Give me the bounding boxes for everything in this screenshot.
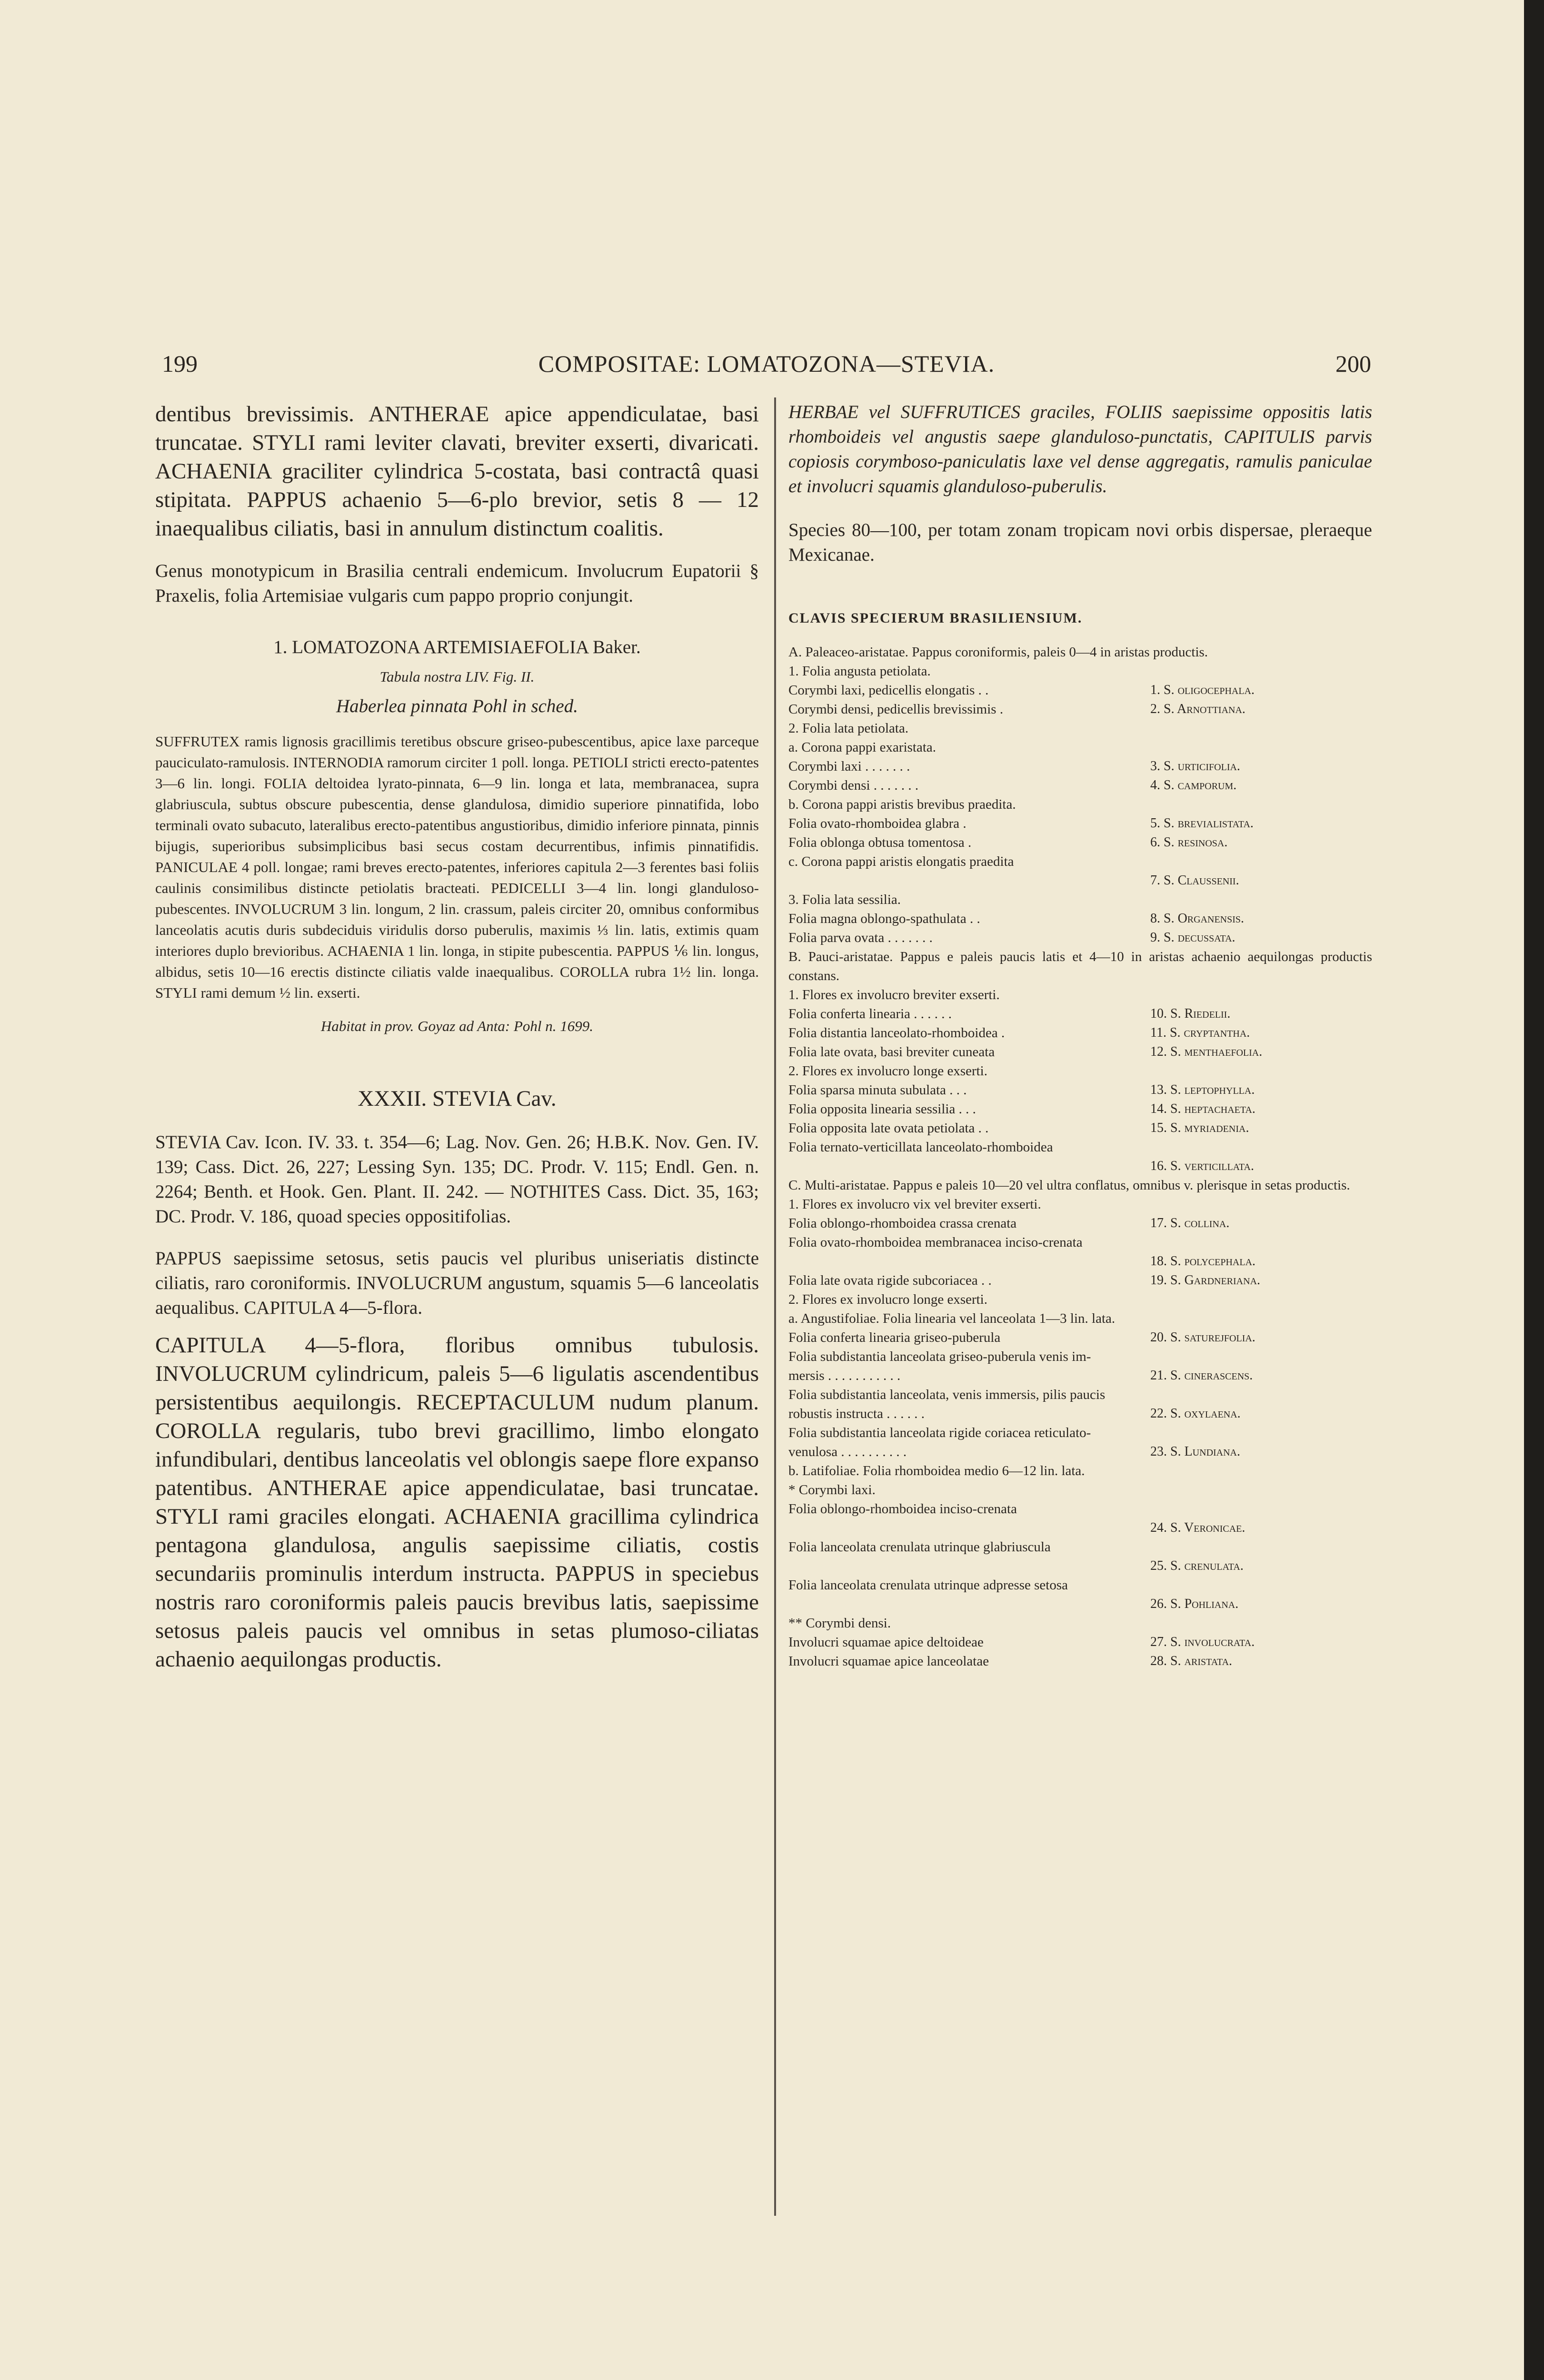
genus-habit: HERBAE vel SUFFRUTICES graciles, FOLIIS saepissime oppositis latis rhomboideis vel angustis saepe glanduloso-punctatis, CAPITULIS parvis copiosis corymboso-paniculatis laxe vel dense aggregatis, ramulis paniculae et involucri squamis glanduloso-puberulis. xyxy=(788,402,1372,496)
key-group-a: A. Paleaceo-aristatae. Pappus coroniformis, paleis 0—4 in aristas productis. xyxy=(788,645,1208,660)
left-column xyxy=(155,400,759,1674)
key-result: 24. S. Veronicae. xyxy=(1150,1520,1245,1535)
key-result: 25. S. crenulata. xyxy=(1150,1558,1244,1573)
key-entry: Folia oblonga obtusa tomentosa . 6. S. resinosa. xyxy=(788,835,1228,850)
key-lead: c. Corona pappi aristis elongatis praedita xyxy=(788,854,1014,869)
key-lead: 3. Folia lata sessilia. xyxy=(788,892,901,907)
page-number-left: 199 xyxy=(162,350,198,377)
key-lead: a. Corona pappi exaristata. xyxy=(788,740,936,755)
key-entry: Folia oblongo-rhomboidea crassa crenata 17. S. collina. xyxy=(788,1216,1230,1231)
key-entry: Involucri squamae apice lanceolatae 28. S. aristata. xyxy=(788,1654,1233,1669)
right-column xyxy=(788,400,1372,1671)
habitat: Habitat in prov. Goyaz ad Anta: Pohl n. 1699. xyxy=(320,1018,594,1034)
column-divider xyxy=(774,397,776,2216)
key-entry: Folia sparsa minuta subulata . . . 13. S. leptophylla. xyxy=(788,1082,1255,1098)
key-entry: Corymbi laxi . . . . . . . 3. S. urticifolia. xyxy=(788,759,1240,774)
key-result: 18. S. polycephala. xyxy=(1150,1254,1256,1269)
key-entry: venulosa . . . . . . . . . . 23. S. Lundiana. xyxy=(788,1444,1240,1459)
key-entry: Folia opposita late ovata petiolata . . 15. S. myriadenia. xyxy=(788,1121,1249,1136)
key-entry: Folia parva ovata . . . . . . . 9. S. decussata. xyxy=(788,930,1235,945)
key-entry: Folia magna oblongo-spathulata . . 8. S. Organensis. xyxy=(788,911,1245,926)
running-header xyxy=(162,350,1371,383)
key-entry: Folia ovato-rhomboidea glabra . 5. S. brevialistata. xyxy=(788,816,1254,831)
genus-description-end: dentibus brevissimis. ANTHERAE apice appendiculatae, basi truncatae. STYLI rami leviter clavati, breviter exserti, divaricati. ACHAENIA graciliter cylindrica 5-costata, basi contractâ quasi stipitata. PAPPUS achaenio 5—6-plo brevior, setis 8 — 12 inaequalibus ciliatis, basi in annulum distinctum coalitis. xyxy=(155,402,759,541)
key-entry: Folia late ovata rigide subcoriacea . . 19. S. Gardneriana. xyxy=(788,1273,1261,1288)
key-lead: Folia lanceolata crenulata utrinque adpresse setosa xyxy=(788,1577,1068,1593)
key-lead: Folia subdistantia lanceolata griseo-puberula venis im- xyxy=(788,1349,1091,1364)
key-lead: 2. Folia lata petiolata. xyxy=(788,721,909,736)
key-result: 7. S. Claussenii. xyxy=(1150,873,1239,888)
key-lead: Folia oblongo-rhomboidea inciso-crenata xyxy=(788,1501,1017,1517)
key-lead: 1. Flores ex involucro breviter exserti. xyxy=(788,987,1000,1002)
key-entry: Involucri squamae apice deltoideae 27. S. involucrata. xyxy=(788,1635,1255,1650)
key-result: 16. S. verticillata. xyxy=(1150,1159,1254,1173)
species-description: SUFFRUTEX ramis lignosis gracillimis teretibus obscure griseo-pubescentibus, apice laxe parceque pauciculato-ramulosis. INTERNODIA ramorum circiter 1 poll. longa. PETIOLI stricti erecto-patentes 3—6 lin. longi. FOLIA deltoidea lyrato-pinnata, 6—9 lin. longa et lata, membranacea, supra glabriuscula, subtus obscure pubescentia, dense glandulosa, dimidio superiore pinnatifida, lobo terminali ovato subacuto, lateralibus erecto-patentibus angustioribus, dimidio inferiore pinnata, pinnis bijugis, superioribus subsimplicibus basi secus costam decurrentibus, infimis pinnatifidis. PANICULAE 4 poll. longae; rami breves erecto-patentes, inferiores capitula 2—3 ferentes basi foliis caulinis consimilibus distincte petiolatis bracteati. PEDICELLI 3—4 lin. longi glanduloso-pubescentes. INVOLUCRUM 3 lin. longum, 2 lin. crassum, paleis circiter 20, omnibus conformibus lanceolatis acutis duris subdeciduis viridulis dorso puberulis, maximis ⅓ lin. latis, extimis quam interiores duplo brevioribus. ACHAENIA 1 lin. longa, in stipite pubescentia. PAPPUS ⅙ lin. longus, albidus, setis 10—16 erectis distincte ciliatis valde inaequalibus. COROLLA rubra 1½ lin. longa. STYLI rami demum ½ lin. exserti. xyxy=(155,733,759,1001)
page-title: COMPOSITAE: LOMATOZONA—STEVIA. xyxy=(538,350,995,377)
key-entry: Folia conferta linearia griseo-puberula 20. S. saturejfolia. xyxy=(788,1330,1255,1345)
key-lead: Folia subdistantia lanceolata, venis immersis, pilis paucis xyxy=(788,1387,1106,1402)
genus-full-description: CAPITULA 4—5-flora, floribus omnibus tubulosis. INVOLUCRUM cylindricum, paleis 5—6 ligulatis ascendentibus persistentibus aequilongis. RECEPTACULUM nudum planum. COROLLA regularis, tubo brevi gracillimo, limbo elongato infundibulari, dentibus lanceolatis vel oblongis saepe flore expanso patentibus. ANTHERAE apice appendiculatae, basi truncatae. STYLI rami graciles elongati. ACHAENIA gracillima cylindrica pentagona glandulosa, angulis saepissime ciliatis, costis secundariis prominulis interdum instructa. PAPPUS in speciebus nostris raro coroniformis paleis paucis brevibus latis, saepissime setosus paleis paucis vel omnibus in setas plumoso-ciliatas achaenio aequilongas productis. xyxy=(155,1333,759,1672)
key-lead: Folia ternato-verticillata lanceolato-rhomboidea xyxy=(788,1140,1053,1155)
genus-note: Genus monotypicum in Brasilia centrali endemicum. Involucrum Eupatorii § Praxelis, folia Artemisiae vulgaris cum pappo proprio conjungit. xyxy=(155,561,759,606)
key-entry: Folia late ovata, basi breviter cuneata 12. S. menthaefolia. xyxy=(788,1044,1263,1060)
key-lead: b. Corona pappi aristis brevibus praedita. xyxy=(788,797,1016,812)
species-count: Species 80—100, per totam zonam tropicam novi orbis dispersae, pleraeque Mexicanae. xyxy=(788,520,1372,565)
genus-title: XXXII. STEVIA Cav. xyxy=(358,1086,557,1111)
key-lead: 2. Flores ex involucro longe exserti. xyxy=(788,1292,987,1307)
key-entry: mersis . . . . . . . . . . . 21. S. cinerascens. xyxy=(788,1368,1253,1383)
key-title: CLAVIS SPECIERUM BRASILIENSIUM. xyxy=(788,610,1083,626)
key-lead: Folia ovato-rhomboidea membranacea inciso-crenata xyxy=(788,1235,1083,1250)
key-entry: Corymbi laxi, pedicellis elongatis . . 1. S. oligocephala. xyxy=(788,683,1255,698)
key-entry: robustis instructa . . . . . . 22. S. oxylaena. xyxy=(788,1406,1241,1421)
key-lead: * Corymbi laxi. xyxy=(788,1482,876,1497)
key-lead: 2. Flores ex involucro longe exserti. xyxy=(788,1063,987,1079)
key-lead: b. Latifoliae. Folia rhomboidea medio 6—12 lin. lata. xyxy=(788,1463,1085,1478)
key-lead: 1. Folia angusta petiolata. xyxy=(788,664,931,679)
synonym: Haberlea pinnata Pohl in sched. xyxy=(336,696,578,716)
key-entry: Folia opposita linearia sessilia . . . 14. S. heptachaeta. xyxy=(788,1101,1255,1117)
key-lead: Folia lanceolata crenulata utrinque glabriuscula xyxy=(788,1539,1051,1555)
page-number-right: 200 xyxy=(1335,350,1371,377)
key-group-c: C. Multi-aristatae. Pappus e paleis 10—20 vel ultra conflatus, omnibus v. plerisque in setas productis. xyxy=(788,1178,1350,1193)
genus-references: STEVIA Cav. Icon. IV. 33. t. 354—6; Lag. Nov. Gen. 26; H.B.K. Nov. Gen. IV. 139; Cass. Dict. 26, 227; Lessing Syn. 135; DC. Prodr. V. 115; Endl. Gen. n. 2264; Benth. et Hook. Gen. Plant. II. 242. — NOTHITES Cass. Dict. 35, 163; DC. Prodr. V. 186, quoad species oppositifolias. xyxy=(155,1132,759,1227)
key-lead: a. Angustifoliae. Folia linearia vel lanceolata 1—3 lin. lata. xyxy=(788,1311,1116,1326)
key-result: 26. S. Pohliana. xyxy=(1150,1597,1239,1611)
plate-reference: Tabula nostra LIV. Fig. II. xyxy=(379,668,535,685)
key-lead: 1. Flores ex involucro vix vel breviter exserti. xyxy=(788,1197,1041,1212)
key-entry: Folia conferta linearia . . . . . . 10. S. Riedelii. xyxy=(788,1006,1231,1021)
key-group-b: B. Pauci-aristatae. Pappus e paleis paucis latis et 4—10 in aristas achaenio aequilongas productis constans. xyxy=(788,949,1372,983)
page-edge xyxy=(1524,0,1544,2380)
key-entry: Corymbi densi . . . . . . . 4. S. camporum. xyxy=(788,778,1237,793)
key-lead: ** Corymbi densi. xyxy=(788,1616,891,1631)
species-title: 1. LOMATOZONA ARTEMISIAEFOLIA Baker. xyxy=(273,637,641,657)
key-entry: Folia distantia lanceolato-rhomboidea . 11. S. cryptantha. xyxy=(788,1025,1250,1041)
genus-diagnosis: PAPPUS saepissime setosus, setis paucis vel pluribus uniseriatis distincte ciliatis, raro coroniformis. INVOLUCRUM angustum, squamis 5—6 lanceolatis aequalibus. CAPITULA 4—5-flora. xyxy=(155,1248,759,1318)
key-entry: Corymbi densi, pedicellis brevissimis . 2. S. Arnottiana. xyxy=(788,702,1245,717)
key-lead: Folia subdistantia lanceolata rigide coriacea reticulato- xyxy=(788,1425,1091,1440)
